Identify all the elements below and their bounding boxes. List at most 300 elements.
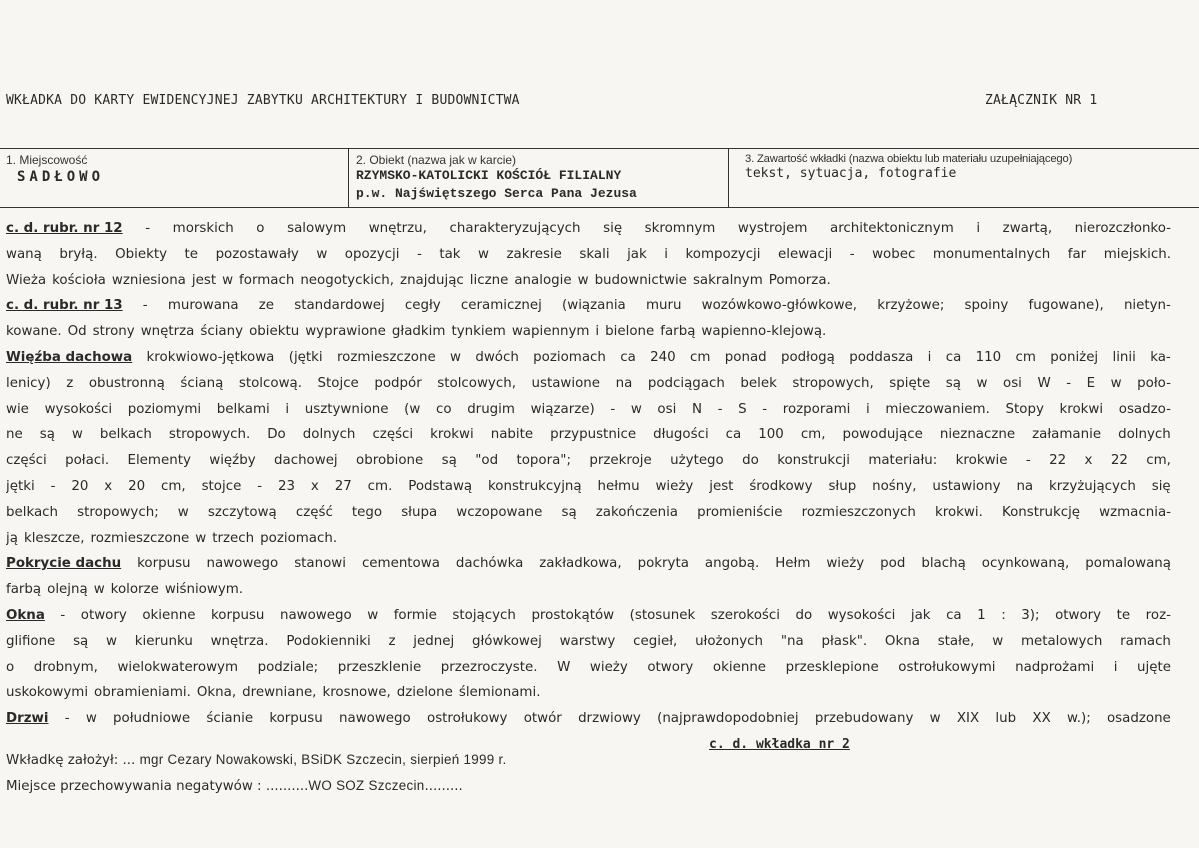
body-word: długości (653, 427, 709, 443)
body-word: XIX (956, 711, 980, 727)
body-word: wiśniowym. (164, 582, 244, 598)
body-word: poziomymi (127, 401, 202, 417)
body-line (6, 397, 1171, 423)
body-line (6, 526, 1171, 552)
body-word: krokwi. (935, 504, 983, 520)
body-word: E (1086, 375, 1096, 391)
body-word: ponad (724, 349, 767, 365)
body-word: w (992, 633, 1004, 649)
body-word: w (85, 711, 97, 727)
body-word: zakończenia (595, 504, 679, 520)
body-word: x (310, 478, 319, 494)
body-word: Obiekty (115, 246, 168, 262)
section-heading: Okna (6, 607, 45, 623)
body-word: belek (740, 375, 777, 391)
body-word: w (177, 504, 189, 520)
body-line (6, 268, 1171, 294)
body-word: są (561, 504, 577, 520)
body-word: murowana (167, 298, 239, 314)
body-word: wapienno-klejową. (701, 324, 827, 340)
body-word: do (742, 453, 759, 469)
body-word: dwóch (475, 349, 519, 365)
body-word: pod (880, 556, 906, 572)
body-word: płask". (821, 633, 868, 649)
body-word: stanowi (294, 556, 346, 572)
body-word: W (557, 659, 571, 675)
body-word: krokwi (1059, 401, 1104, 417)
body-word: ca (945, 349, 962, 365)
body-word: 22 (1110, 453, 1128, 469)
body-word: (jętki (288, 349, 323, 365)
body-word: kowane. (6, 324, 62, 340)
body-word: wnętrzu, (368, 221, 427, 236)
body-word: S (738, 401, 747, 417)
body-word: w (630, 401, 642, 417)
body-word: wzmacnia- (1099, 504, 1171, 520)
body-word: N (691, 401, 702, 417)
body-word: nadprożami (1015, 659, 1095, 675)
body-word: belkami (216, 401, 270, 417)
body-word: x (1084, 453, 1093, 469)
body-line (6, 319, 1171, 345)
body-line (6, 242, 1171, 268)
body-word: na (615, 375, 633, 391)
negatives-location (6, 778, 463, 794)
body-word: Stopy (1005, 401, 1044, 417)
body-word: stropowych. (168, 427, 251, 443)
body-word: i (927, 349, 932, 365)
body-word: krokwie (955, 453, 1008, 469)
body-word: kolorze (110, 582, 159, 598)
body-word: cementowa (361, 556, 440, 572)
body-word: stropowych; (77, 504, 159, 520)
body-word: o (256, 221, 265, 236)
body-word: na (1016, 478, 1034, 494)
body-word: - (849, 246, 855, 262)
body-word: Do (267, 427, 286, 443)
body-word: cm, (1146, 453, 1171, 469)
body-word: jętki (6, 478, 35, 494)
body-line (6, 500, 1171, 526)
body-word: i (1113, 659, 1118, 675)
body-word: szczytową (207, 504, 277, 520)
body-line (6, 655, 1171, 681)
body-word: części (6, 453, 47, 469)
body-word: z (66, 375, 74, 391)
body-word: metalowych (1020, 633, 1103, 649)
body-word: krosnowe, (322, 685, 391, 701)
body-word: ujęte (1137, 659, 1171, 675)
box-bottom-rule (0, 207, 1199, 208)
body-word: mieczowaniem. (885, 401, 990, 417)
body-word: formie (393, 607, 437, 623)
body-line (6, 680, 1171, 706)
body-word: (najprawdopodobniej (657, 711, 799, 727)
body-word: osi (657, 401, 677, 417)
negatives-label: Miejsce przechowywania negatywów : (6, 779, 262, 794)
body-word: lub (995, 711, 1017, 727)
body-word: strony (92, 324, 135, 340)
body-word: w (929, 711, 941, 727)
body-word: w.); (1067, 711, 1091, 727)
body-word: ze (258, 298, 275, 314)
body-word: w (450, 349, 461, 365)
body-word: XX (1032, 711, 1051, 727)
body-word: - (1066, 375, 1072, 391)
section-heading: Drzwi (6, 711, 49, 727)
body-word: i (976, 221, 981, 236)
body-word: jest (191, 272, 217, 288)
body-word: obramieniami. (94, 685, 191, 701)
body-word: angobą. (704, 556, 760, 572)
body-line (6, 345, 1171, 371)
body-word: korpusu (269, 711, 323, 727)
negatives-dots-after: ......... (424, 779, 463, 794)
body-word: ścianie (206, 711, 254, 727)
body-word: sakralnym (692, 272, 763, 288)
body-word: morskich (172, 221, 234, 236)
body-word: drugim (467, 401, 515, 417)
form-title: WKŁADKA DO KARTY EWIDENCYJNEJ ZABYTKU ARCHITEKTURY I BUDOWNICTWA (6, 93, 520, 108)
body-word: lenicy) (6, 375, 51, 391)
body-word: fugowane), (1028, 298, 1104, 314)
body-word: ustawione (531, 375, 601, 391)
body-word: obrobione (356, 453, 424, 469)
body-word: ka- (1150, 349, 1171, 365)
body-word: cm, (161, 478, 186, 494)
annex-label: ZAŁĄCZNIK NR 1 (985, 93, 1098, 108)
body-word: wiązarze) (530, 401, 595, 417)
field-contents (745, 149, 1195, 207)
body-word: charakteryzujących (449, 221, 581, 236)
body-word: 22 (1049, 453, 1067, 469)
body-word: skromnym (644, 221, 716, 236)
body-word: przezroczyste. (440, 659, 538, 675)
field-locality-value: SADŁOWO (17, 169, 105, 185)
body-word: 20 (71, 478, 89, 494)
body-word: ceramicznej (460, 298, 542, 314)
body-word: kierunku (134, 633, 193, 649)
body-word: podłogą (780, 349, 835, 365)
body-word: osadzo- (1118, 401, 1171, 417)
body-word: nabite (490, 427, 534, 443)
body-word: korpusu (137, 556, 191, 572)
body-word: 1 (977, 607, 986, 623)
body-word: wapiennym (511, 324, 590, 340)
body-word: Od (67, 324, 87, 340)
body-word: - (257, 478, 263, 494)
body-word: okienne (712, 659, 767, 675)
body-word: ostrołukowymi (898, 659, 996, 675)
body-word: stałe, (937, 633, 975, 649)
body-word: drobnym, (33, 659, 98, 675)
body-word: dolnych (1118, 427, 1171, 443)
body-word: w (976, 375, 988, 391)
body-word: do (795, 607, 813, 623)
body-word: osi (1003, 375, 1022, 391)
field-locality (6, 149, 344, 207)
body-word: liczne (469, 272, 509, 288)
body-word: belkach (6, 504, 59, 520)
body-word: 20 (128, 478, 146, 494)
body-word: te (184, 246, 199, 262)
body-word: bryłą. (59, 246, 98, 262)
body-word: - (717, 401, 723, 417)
body-word: monumentalnych (932, 246, 1051, 262)
field-object-label: 2. Obiekt (nazwa jak w karcie) (356, 153, 517, 167)
section-heading: c. d. rubr. nr 12 (6, 221, 123, 236)
body-line (6, 551, 1171, 577)
body-word: cm, (800, 427, 826, 443)
body-word: są (441, 453, 457, 469)
body-word: farbą (660, 324, 696, 340)
body-word: ścianą (180, 375, 224, 391)
body-word: 100 (758, 427, 784, 443)
body-word: - (145, 221, 151, 236)
body-word: znajdując (400, 272, 464, 288)
body-line (6, 474, 1171, 500)
body-word: stolcowych, (437, 375, 516, 391)
body-word: Podokienniki (286, 633, 371, 649)
body-word: hełmu (597, 478, 640, 494)
body-word: formach (239, 272, 295, 288)
body-word: - (64, 711, 70, 727)
body-word: (wiązania (562, 298, 626, 314)
body-word: nieznaczne (939, 427, 1016, 443)
body-word: nośny, (872, 478, 917, 494)
body-word: zwartą, (1002, 221, 1053, 236)
body-word: 23 (277, 478, 295, 494)
body-word: krokwi (430, 427, 474, 443)
body-word: użytego (670, 453, 724, 469)
body-word: 3); (1021, 607, 1040, 623)
body-word: materiału: (868, 453, 938, 469)
body-word: pokryta (637, 556, 689, 572)
body-word: budownictwie (594, 272, 687, 288)
body-word: - (1025, 453, 1031, 469)
body-word: obustronną (88, 375, 165, 391)
body-word: promieniście (697, 504, 783, 520)
body-word: w (577, 272, 589, 288)
body-word: przeszklenie (337, 659, 422, 675)
body-word: wieży (826, 556, 865, 572)
body-word: kleszcze, (23, 530, 85, 546)
body-word: jak (627, 246, 647, 262)
body-word: opozycji (344, 246, 400, 262)
body-word: wozówkowo-główkowe, (701, 298, 858, 314)
body-word: w (195, 530, 207, 546)
body-word: podciągach (647, 375, 725, 391)
body-word: standardowej (294, 298, 385, 314)
body-word: gładkim (391, 324, 446, 340)
created-dots: ... (118, 753, 136, 768)
body-word: dachówka (455, 556, 524, 572)
body-line (6, 448, 1171, 474)
body-word: wieży (655, 478, 694, 494)
body-word: blachą (921, 556, 966, 572)
field-locality-label: 1. Miejscowość (6, 153, 88, 167)
body-word: wieży (589, 659, 628, 675)
body-word: środkowy (749, 478, 813, 494)
body-word: muru (645, 298, 682, 314)
body-word: wobec (872, 246, 916, 262)
body-word: część (295, 504, 333, 520)
body-word: jak (910, 607, 931, 623)
continuation-note: c. d. wkładka nr 2 (709, 737, 850, 752)
body-word: - (416, 246, 422, 262)
body-word: pomalowaną (1085, 556, 1171, 572)
section-heading: Więźba dachowa (6, 349, 133, 365)
body-word: otwory (80, 607, 127, 623)
body-word: są (73, 633, 89, 649)
body-word: tynkiem (451, 324, 506, 340)
body-word: ostrołukowy (427, 711, 508, 727)
body-word: i (865, 401, 870, 417)
body-word: architektonicznym (830, 221, 954, 236)
body-word: przebudowany (814, 711, 914, 727)
body-word: cm (690, 349, 711, 365)
body-word: nawowego (279, 607, 352, 623)
body-word: połaci. (65, 453, 110, 469)
body-word: i (664, 246, 669, 262)
body-word: wczopowane (456, 504, 543, 520)
body-word: belkach (99, 427, 152, 443)
body-word: nierozczłonko- (1074, 221, 1171, 236)
body-word: ślemionami. (458, 685, 541, 701)
body-word: trzech (212, 530, 255, 546)
body-word: ustawiony (932, 478, 1001, 494)
body-word: nawowego (339, 711, 411, 727)
body-word: prostokątów (531, 607, 615, 623)
body-word: o (6, 659, 15, 675)
body-word: i (595, 324, 600, 340)
body-word: Konstrukcję (1001, 504, 1081, 520)
body-word: cegieł, (633, 633, 678, 649)
body-word: ściany (200, 324, 244, 340)
body-word: - (60, 607, 66, 623)
body-word: co (435, 401, 452, 417)
body-word: rozporami (782, 401, 851, 417)
body-line (6, 293, 1171, 319)
body-word: ją (6, 530, 18, 546)
body-word: W (1037, 375, 1051, 391)
body-word: Elementy (127, 453, 191, 469)
body-word: są (945, 375, 961, 391)
created-label: Wkładkę założył: (6, 753, 119, 768)
body-word: podziale; (257, 659, 319, 675)
body-word: dolnych (302, 427, 356, 443)
body-word: konstrukcji (777, 453, 850, 469)
body-word: (stosunek (629, 607, 696, 623)
body-word: tak (439, 246, 461, 262)
body-word: olejną (47, 582, 88, 598)
body-line (6, 603, 1171, 629)
body-word: ca (620, 349, 636, 365)
body-line (6, 629, 1171, 655)
body-word: linii (1112, 349, 1136, 365)
body-word: słupa (401, 504, 438, 520)
body-word: pozostawały (215, 246, 299, 262)
body-word: krokwiowo-jętkowa (146, 349, 275, 365)
body-word: konstrukcyjną (488, 478, 582, 494)
body-word: w (93, 582, 105, 598)
body-word: wystrojem (737, 221, 808, 236)
body-line (6, 422, 1171, 448)
body-word: - (50, 478, 56, 494)
body-word: skali (579, 246, 610, 262)
negatives-value: WO SOZ Szczecin (308, 778, 425, 793)
body-line (6, 216, 1171, 242)
body-word: główkowej (471, 633, 542, 649)
body-word: miejskich. (1103, 246, 1171, 262)
body-word: zakładkowa, (539, 556, 622, 572)
body-word: dzielone (396, 685, 453, 701)
body-word: się (1151, 478, 1171, 494)
body-word: bielone (605, 324, 655, 340)
body-word: otwory (1055, 607, 1102, 623)
body-word: - (610, 401, 616, 417)
body-word: szerokości (710, 607, 780, 623)
body-word: wnętrza. (210, 633, 269, 649)
body-word: stropowych, (792, 375, 874, 391)
body-word: Stojce (317, 375, 359, 391)
body-word: są (39, 427, 55, 443)
body-line (6, 577, 1171, 603)
body-word: poziomach (533, 349, 606, 365)
body-word: nawowego (206, 556, 279, 572)
body-word: wyprawione (305, 324, 386, 340)
body-word: topora"; (516, 453, 571, 469)
section-heading: Pokrycie dachu (6, 556, 122, 572)
body-word: i (285, 401, 290, 417)
body-word: Podstawą (408, 478, 473, 494)
field-contents-value: tekst, sytuacja, fotografie (745, 166, 957, 181)
negatives-dots-before: .......... (261, 779, 309, 794)
body-word: poziomach. (260, 530, 338, 546)
body-word: jednej (413, 633, 455, 649)
body-word: - (142, 298, 148, 314)
body-word: obiektu (249, 324, 300, 340)
body-word: 240 (650, 349, 676, 365)
body-word: zakresie (506, 246, 562, 262)
body-word: przesklepione (785, 659, 879, 675)
created-by (6, 752, 507, 768)
body-word: x (104, 478, 113, 494)
body-word: przekroje (589, 453, 652, 469)
body-word: roz- (1145, 607, 1171, 623)
field-contents-label: 3. Zawartość wkładki (nazwa obiektu lub materiału uzupełniającego) (745, 153, 1073, 165)
body-word: w (1110, 375, 1122, 391)
body-word: ocynkowaną, (981, 556, 1070, 572)
body-word: Pomorza. (768, 272, 831, 288)
created-value: mgr Cezary Nowakowski, BSiDK Szczecin, sierpień 1999 r. (139, 752, 507, 767)
body-word: - (762, 401, 768, 417)
body-word: spoiny (964, 298, 1009, 314)
body-word: neogotyckich, (300, 272, 395, 288)
body-word: ca (725, 427, 742, 443)
body-word: korpusu (210, 607, 265, 623)
body-word: otwór (523, 711, 562, 727)
body-word: glifione (6, 633, 56, 649)
body-line (6, 706, 1171, 732)
body-word: ne (6, 427, 23, 443)
box-divider-2 (728, 148, 729, 208)
body-text (6, 216, 1171, 732)
body-word: południowe (113, 711, 191, 727)
body-word: rozmieszczonych (801, 504, 916, 520)
body-word: części (372, 427, 414, 443)
body-word: wysokości (827, 607, 896, 623)
